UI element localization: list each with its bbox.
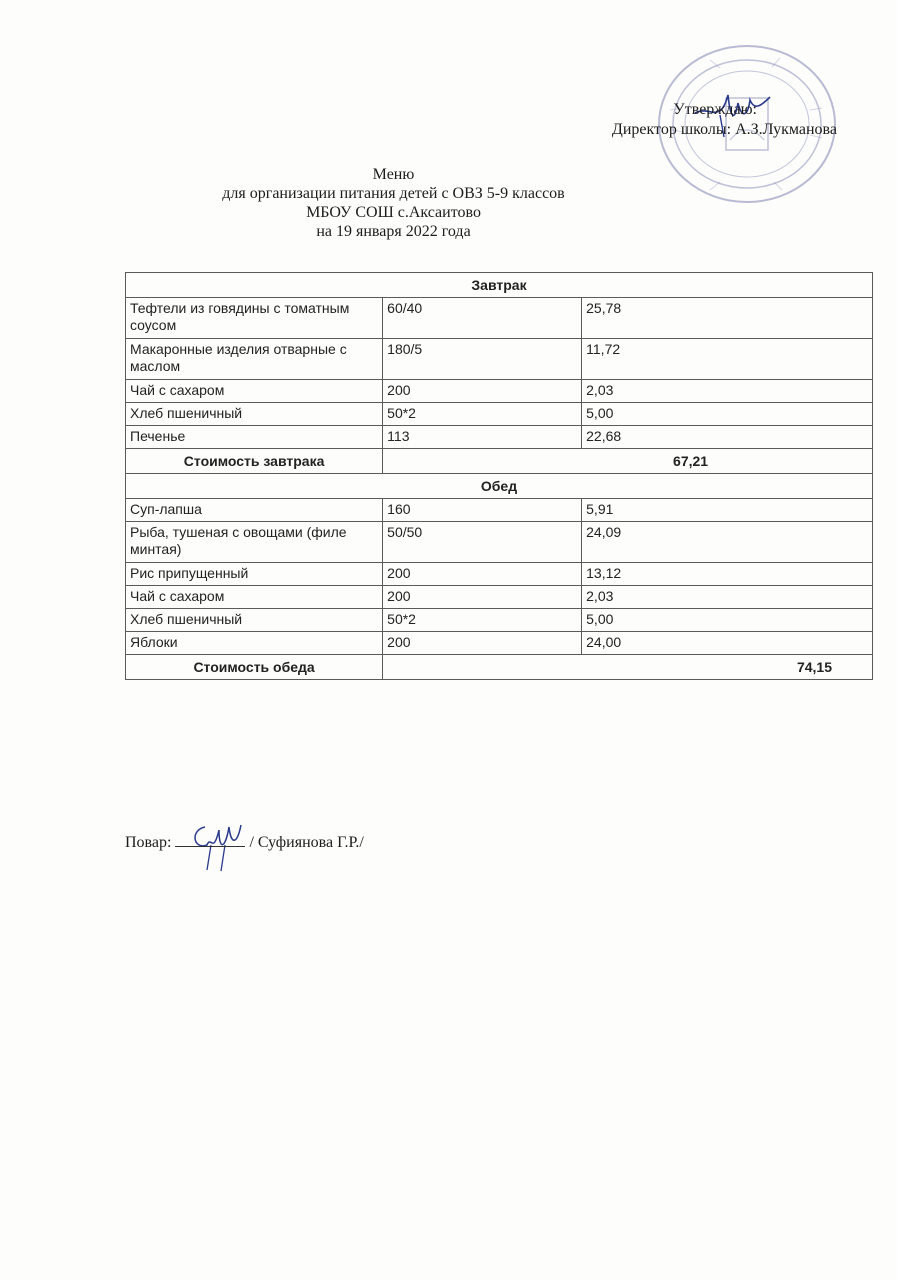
dish-price: 2,03 [582, 586, 873, 609]
table-row [126, 632, 873, 655]
title-line-4: на 19 января 2022 года [316, 223, 471, 240]
dish-price: 2,03 [582, 380, 873, 403]
dish-portion: 50*2 [383, 403, 582, 426]
table-row [126, 522, 873, 563]
title-line-1: Меню [372, 166, 415, 183]
dish-portion: 180/5 [383, 339, 582, 380]
breakfast-total-row [126, 449, 873, 474]
dish-price: 22,68 [582, 426, 873, 449]
approval-line: Утверждаю: [673, 101, 757, 118]
dish-name: Тефтели из говядины с томатным соусом [126, 298, 383, 339]
document-title [0, 165, 897, 241]
title-line-2: для организации питания детей с ОВЗ 5-9 классов [222, 185, 565, 202]
breakfast-header: Завтрак [126, 273, 873, 298]
menu-table [125, 272, 873, 680]
dish-name: Яблоки [126, 632, 383, 655]
table-row [126, 609, 873, 632]
table-row [126, 499, 873, 522]
dish-name: Хлеб пшеничный [126, 403, 383, 426]
dish-price: 5,91 [582, 499, 873, 522]
cook-name: / Суфиянова Г.Р./ [245, 834, 364, 851]
table-row [126, 563, 873, 586]
title-line-3: МБОУ СОШ с.Аксаитово [306, 204, 481, 221]
dish-name: Рис припущенный [126, 563, 383, 586]
dish-price: 13,12 [582, 563, 873, 586]
dish-name: Макаронные изделия отварные с маслом [126, 339, 383, 380]
dish-portion: 160 [383, 499, 582, 522]
lunch-total-label: Стоимость обеда [126, 655, 383, 680]
signature-blank [175, 832, 245, 847]
table-row [126, 380, 873, 403]
table-row [126, 426, 873, 449]
cook-label: Повар: [125, 834, 176, 851]
lunch-header: Обед [126, 474, 873, 499]
dish-name: Чай с сахаром [126, 380, 383, 403]
dish-portion: 200 [383, 380, 582, 403]
cook-line [125, 832, 364, 853]
dish-portion: 200 [383, 586, 582, 609]
dish-price: 11,72 [582, 339, 873, 380]
lunch-total-value: 74,15 [383, 655, 873, 680]
table-row [126, 339, 873, 380]
dish-name: Суп-лапша [126, 499, 383, 522]
dish-price: 24,09 [582, 522, 873, 563]
dish-portion: 200 [383, 563, 582, 586]
dish-name: Печенье [126, 426, 383, 449]
dish-price: 5,00 [582, 403, 873, 426]
dish-name: Рыба, тушеная с овощами (филе минтая) [126, 522, 383, 563]
dish-portion: 200 [383, 632, 582, 655]
dish-name: Чай с сахаром [126, 586, 383, 609]
dish-portion: 60/40 [383, 298, 582, 339]
table-row [126, 403, 873, 426]
dish-portion: 50/50 [383, 522, 582, 563]
table-row [126, 298, 873, 339]
lunch-total-row [126, 655, 873, 680]
breakfast-header-row [126, 273, 873, 298]
dish-name: Хлеб пшеничный [126, 609, 383, 632]
dish-portion: 50*2 [383, 609, 582, 632]
director-line: Директор школы: А.З.Лукманова [611, 121, 837, 138]
dish-price: 5,00 [582, 609, 873, 632]
approval-block [612, 100, 837, 140]
breakfast-total-value: 67,21 [383, 449, 873, 474]
lunch-header-row [126, 474, 873, 499]
table-row [126, 586, 873, 609]
dish-price: 25,78 [582, 298, 873, 339]
dish-portion: 113 [383, 426, 582, 449]
dish-price: 24,00 [582, 632, 873, 655]
breakfast-total-label: Стоимость завтрака [126, 449, 383, 474]
